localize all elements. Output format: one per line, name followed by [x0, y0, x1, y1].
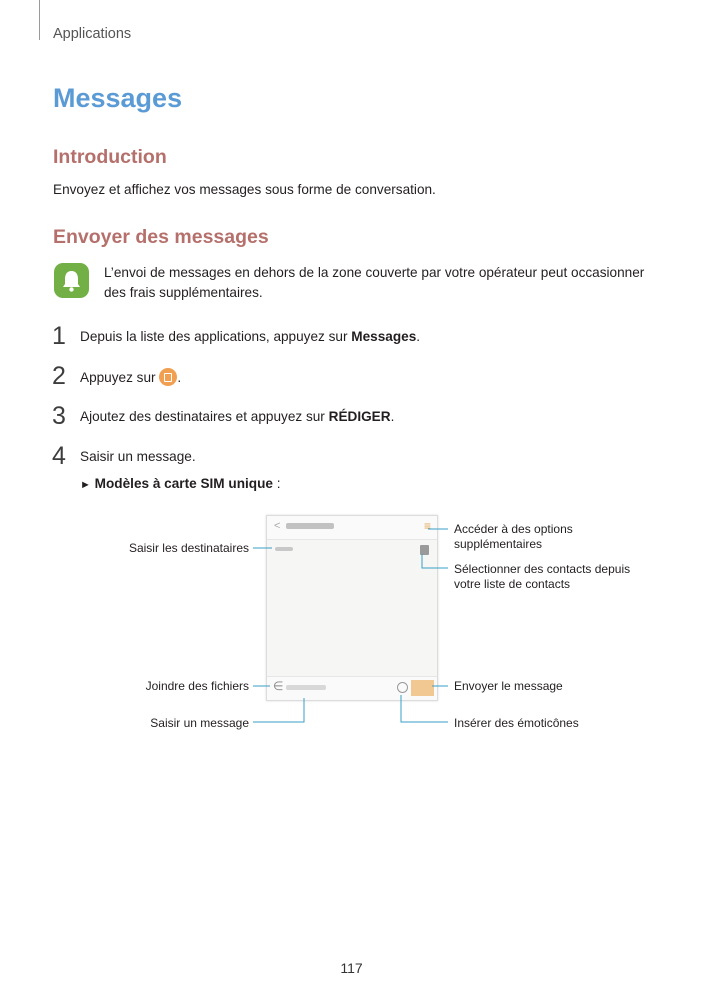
- more-options-icon: ≡: [423, 519, 431, 533]
- callout-contacts-line-2: votre liste de contacts: [454, 577, 571, 591]
- note-line-1: L’envoi de messages en dehors de la zone couverte par votre opérateur peut occasionner: [104, 265, 645, 280]
- emoticons-callout-line: [401, 695, 448, 722]
- callout-type-message: Saisir un message: [150, 716, 249, 730]
- header-section-label: Applications: [53, 26, 132, 42]
- attachment-icon: ∈: [273, 679, 284, 693]
- page-number: 117: [340, 960, 363, 976]
- back-arrow-icon: <: [274, 520, 281, 532]
- step-1-number: 1: [52, 322, 66, 350]
- step-1-text-start: Depuis la liste des applications, appuyez sur: [80, 329, 352, 344]
- step-3-text-end: .: [390, 409, 395, 424]
- send-messages-heading: Envoyer des messages: [53, 226, 269, 248]
- sim-model-bold: Modèles à carte SIM unique: [94, 476, 273, 491]
- step-1-bold: Messages: [351, 329, 417, 344]
- page-title: Messages: [53, 83, 183, 113]
- step-4-text: Saisir un message.: [80, 449, 196, 464]
- step-2-text-start: Appuyez sur: [80, 370, 160, 385]
- callout-contacts-line-1: Sélectionner des contacts depuis: [454, 562, 631, 576]
- callout-attach: Joindre des fichiers: [145, 679, 249, 693]
- introduction-text: Envoyez et affichez vos messages sous forme de conversation.: [53, 182, 436, 197]
- type-message-callout-line: [253, 698, 304, 722]
- contacts-callout-line: [422, 554, 448, 568]
- step-2-text-end: .: [177, 370, 182, 385]
- sim-model-colon: :: [272, 476, 281, 491]
- callout-recipients: Saisir les destinataires: [128, 541, 249, 555]
- sim-arrow-icon: ►: [80, 479, 91, 491]
- callout-options-line-2: supplémentaires: [454, 537, 543, 551]
- step-3-bold: RÉDIGER: [328, 409, 391, 424]
- step-2-number: 2: [52, 362, 66, 390]
- step-1-text-end: .: [416, 329, 421, 344]
- callout-options-line-1: Accéder à des options: [454, 522, 573, 536]
- introduction-heading: Introduction: [53, 146, 167, 168]
- callout-send: Envoyer le message: [454, 679, 563, 693]
- note-line-2: des frais supplémentaires.: [104, 285, 263, 300]
- step-3-text-start: Ajoutez des destinataires et appuyez sur: [80, 409, 329, 424]
- step-3-number: 3: [52, 402, 66, 430]
- step-4-number: 4: [52, 442, 66, 470]
- callout-emoticons: Insérer des émoticônes: [454, 716, 579, 730]
